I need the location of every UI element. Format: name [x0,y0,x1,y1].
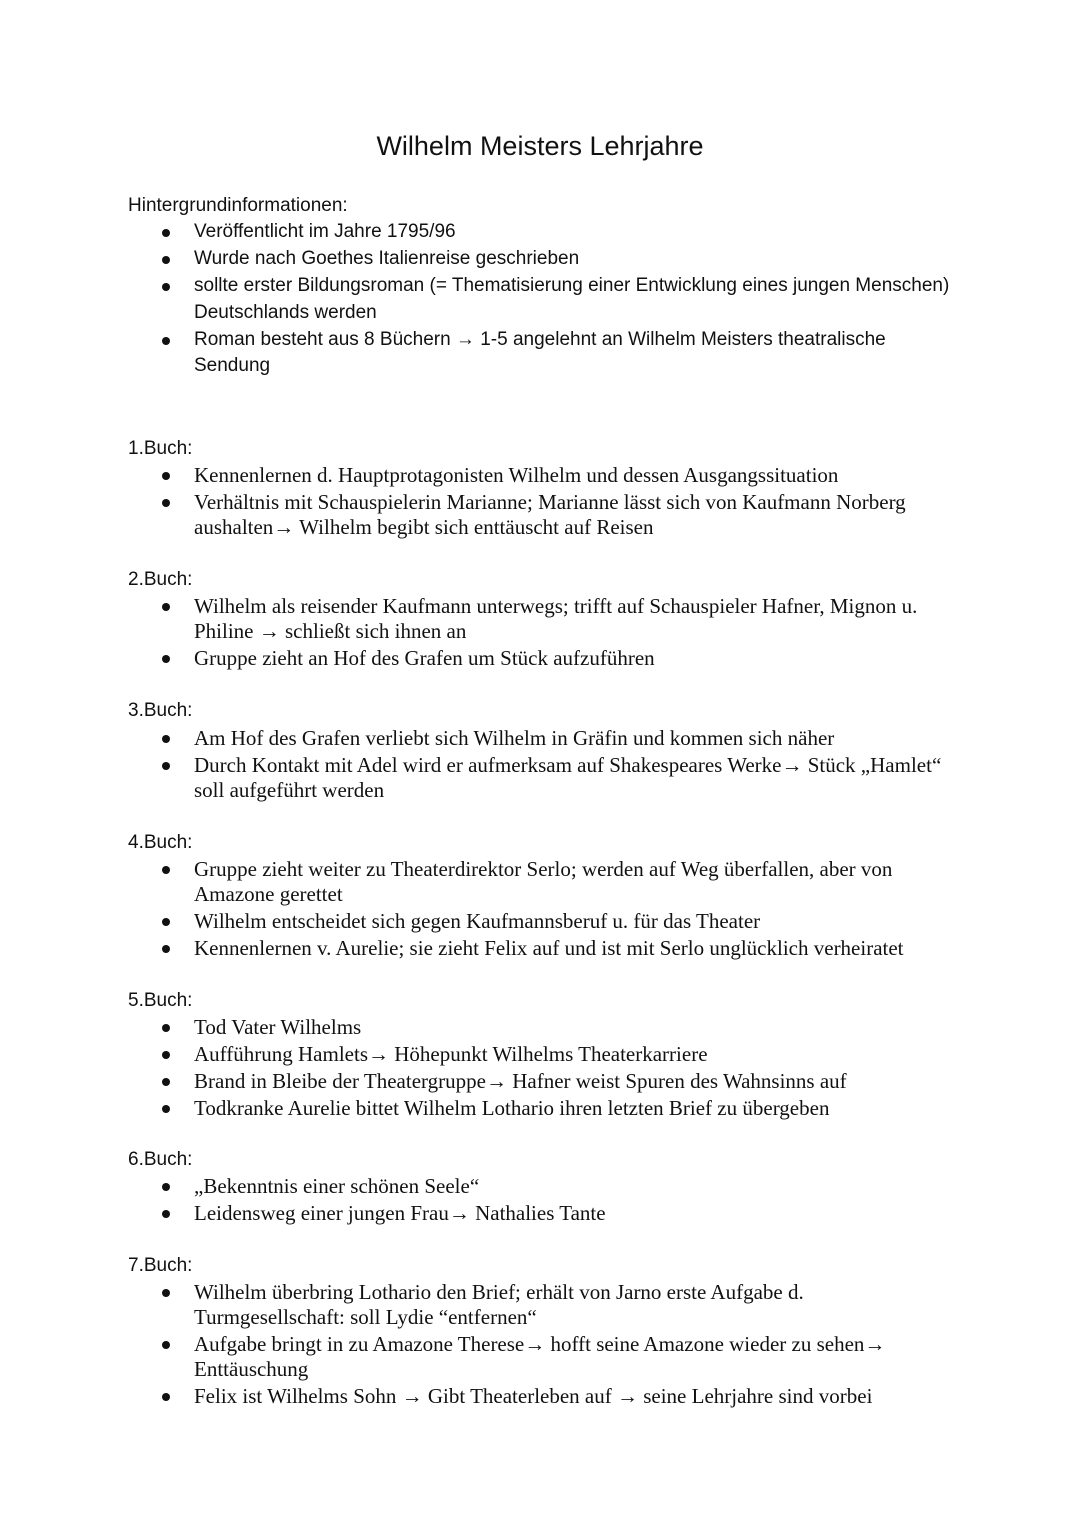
list-item: Todkranke Aurelie bittet Wilhelm Lothario ihren letzten Brief zu übergeben [128,1096,958,1121]
section-heading-background: Hintergrundinformationen: [128,195,348,216]
section-heading-book-1: 1.Buch: [128,438,193,459]
list-item: Am Hof des Grafen verliebt sich Wilhelm in Gräfin und kommen sich näher [128,726,958,751]
list-item: Aufgabe bringt in zu Amazone Therese→ hofft seine Amazone wieder zu sehen→ Enttäuschung [128,1332,958,1382]
list-item: Roman besteht aus 8 Büchern → 1-5 angelehnt an Wilhelm Meisters theatralische Sendung [128,327,958,380]
section-heading-book-5: 5.Buch: [128,990,193,1011]
section-heading-book-3: 3.Buch: [128,700,193,721]
list-item: Brand in Bleibe der Theatergruppe→ Hafner weist Spuren des Wahnsinns auf [128,1069,958,1094]
section-list-book-1 [128,463,958,542]
list-item: Leidensweg einer jungen Frau→ Nathalies Tante [128,1201,958,1226]
list-item: Kennenlernen d. Hauptprotagonisten Wilhelm und dessen Ausgangssituation [128,463,958,488]
section-list-book-7 [128,1280,958,1411]
list-item: Verhältnis mit Schauspielerin Marianne; Marianne lässt sich von Kaufmann Norberg aushalten→ Wilhelm begibt sich enttäuscht auf Reisen [128,490,958,540]
list-item: Wilhelm entscheidet sich gegen Kaufmannsberuf u. für das Theater [128,909,958,934]
list-item: Durch Kontakt mit Adel wird er aufmerksam auf Shakespeares Werke→ Stück „Hamlet“ soll aufgeführt werden [128,753,958,803]
section-heading-book-4: 4.Buch: [128,832,193,853]
list-item: Gruppe zieht weiter zu Theaterdirektor Serlo; werden auf Weg überfallen, aber von Amazone gerettet [128,857,958,907]
section-heading-book-6: 6.Buch: [128,1149,193,1170]
section-list-book-4 [128,857,958,963]
section-list-background [128,219,958,380]
list-item: sollte erster Bildungsroman (= Thematisierung einer Entwicklung eines jungen Menschen) Deutschlands werden [128,273,958,326]
page-title: Wilhelm Meisters Lehrjahre [376,131,704,161]
list-item: „Bekenntnis einer schönen Seele“ [128,1174,958,1199]
section-heading-book-7: 7.Buch: [128,1255,193,1276]
list-item: Veröffentlicht im Jahre 1795/96 [128,219,958,246]
list-item: Wilhelm überbring Lothario den Brief; erhält von Jarno erste Aufgabe d. Turmgesellschaft: soll Lydie “entfernen“ [128,1280,958,1330]
list-item: Wilhelm als reisender Kaufmann unterwegs; trifft auf Schauspieler Hafner, Mignon u. Philine → schließt sich ihnen an [128,594,958,644]
list-item: Tod Vater Wilhelms [128,1015,958,1040]
section-list-book-2 [128,594,958,673]
list-item: Gruppe zieht an Hof des Grafen um Stück aufzuführen [128,646,958,671]
list-item: Wurde nach Goethes Italienreise geschrieben [128,246,958,273]
section-heading-book-2: 2.Buch: [128,569,193,590]
list-item: Kennenlernen v. Aurelie; sie zieht Felix auf und ist mit Serlo unglücklich verheiratet [128,936,958,961]
section-list-book-5 [128,1015,958,1123]
section-list-book-6 [128,1174,958,1228]
list-item: Aufführung Hamlets→ Höhepunkt Wilhelms Theaterkarriere [128,1042,958,1067]
section-list-book-3 [128,726,958,805]
list-item: Felix ist Wilhelms Sohn → Gibt Theaterleben auf → seine Lehrjahre sind vorbei [128,1384,958,1409]
